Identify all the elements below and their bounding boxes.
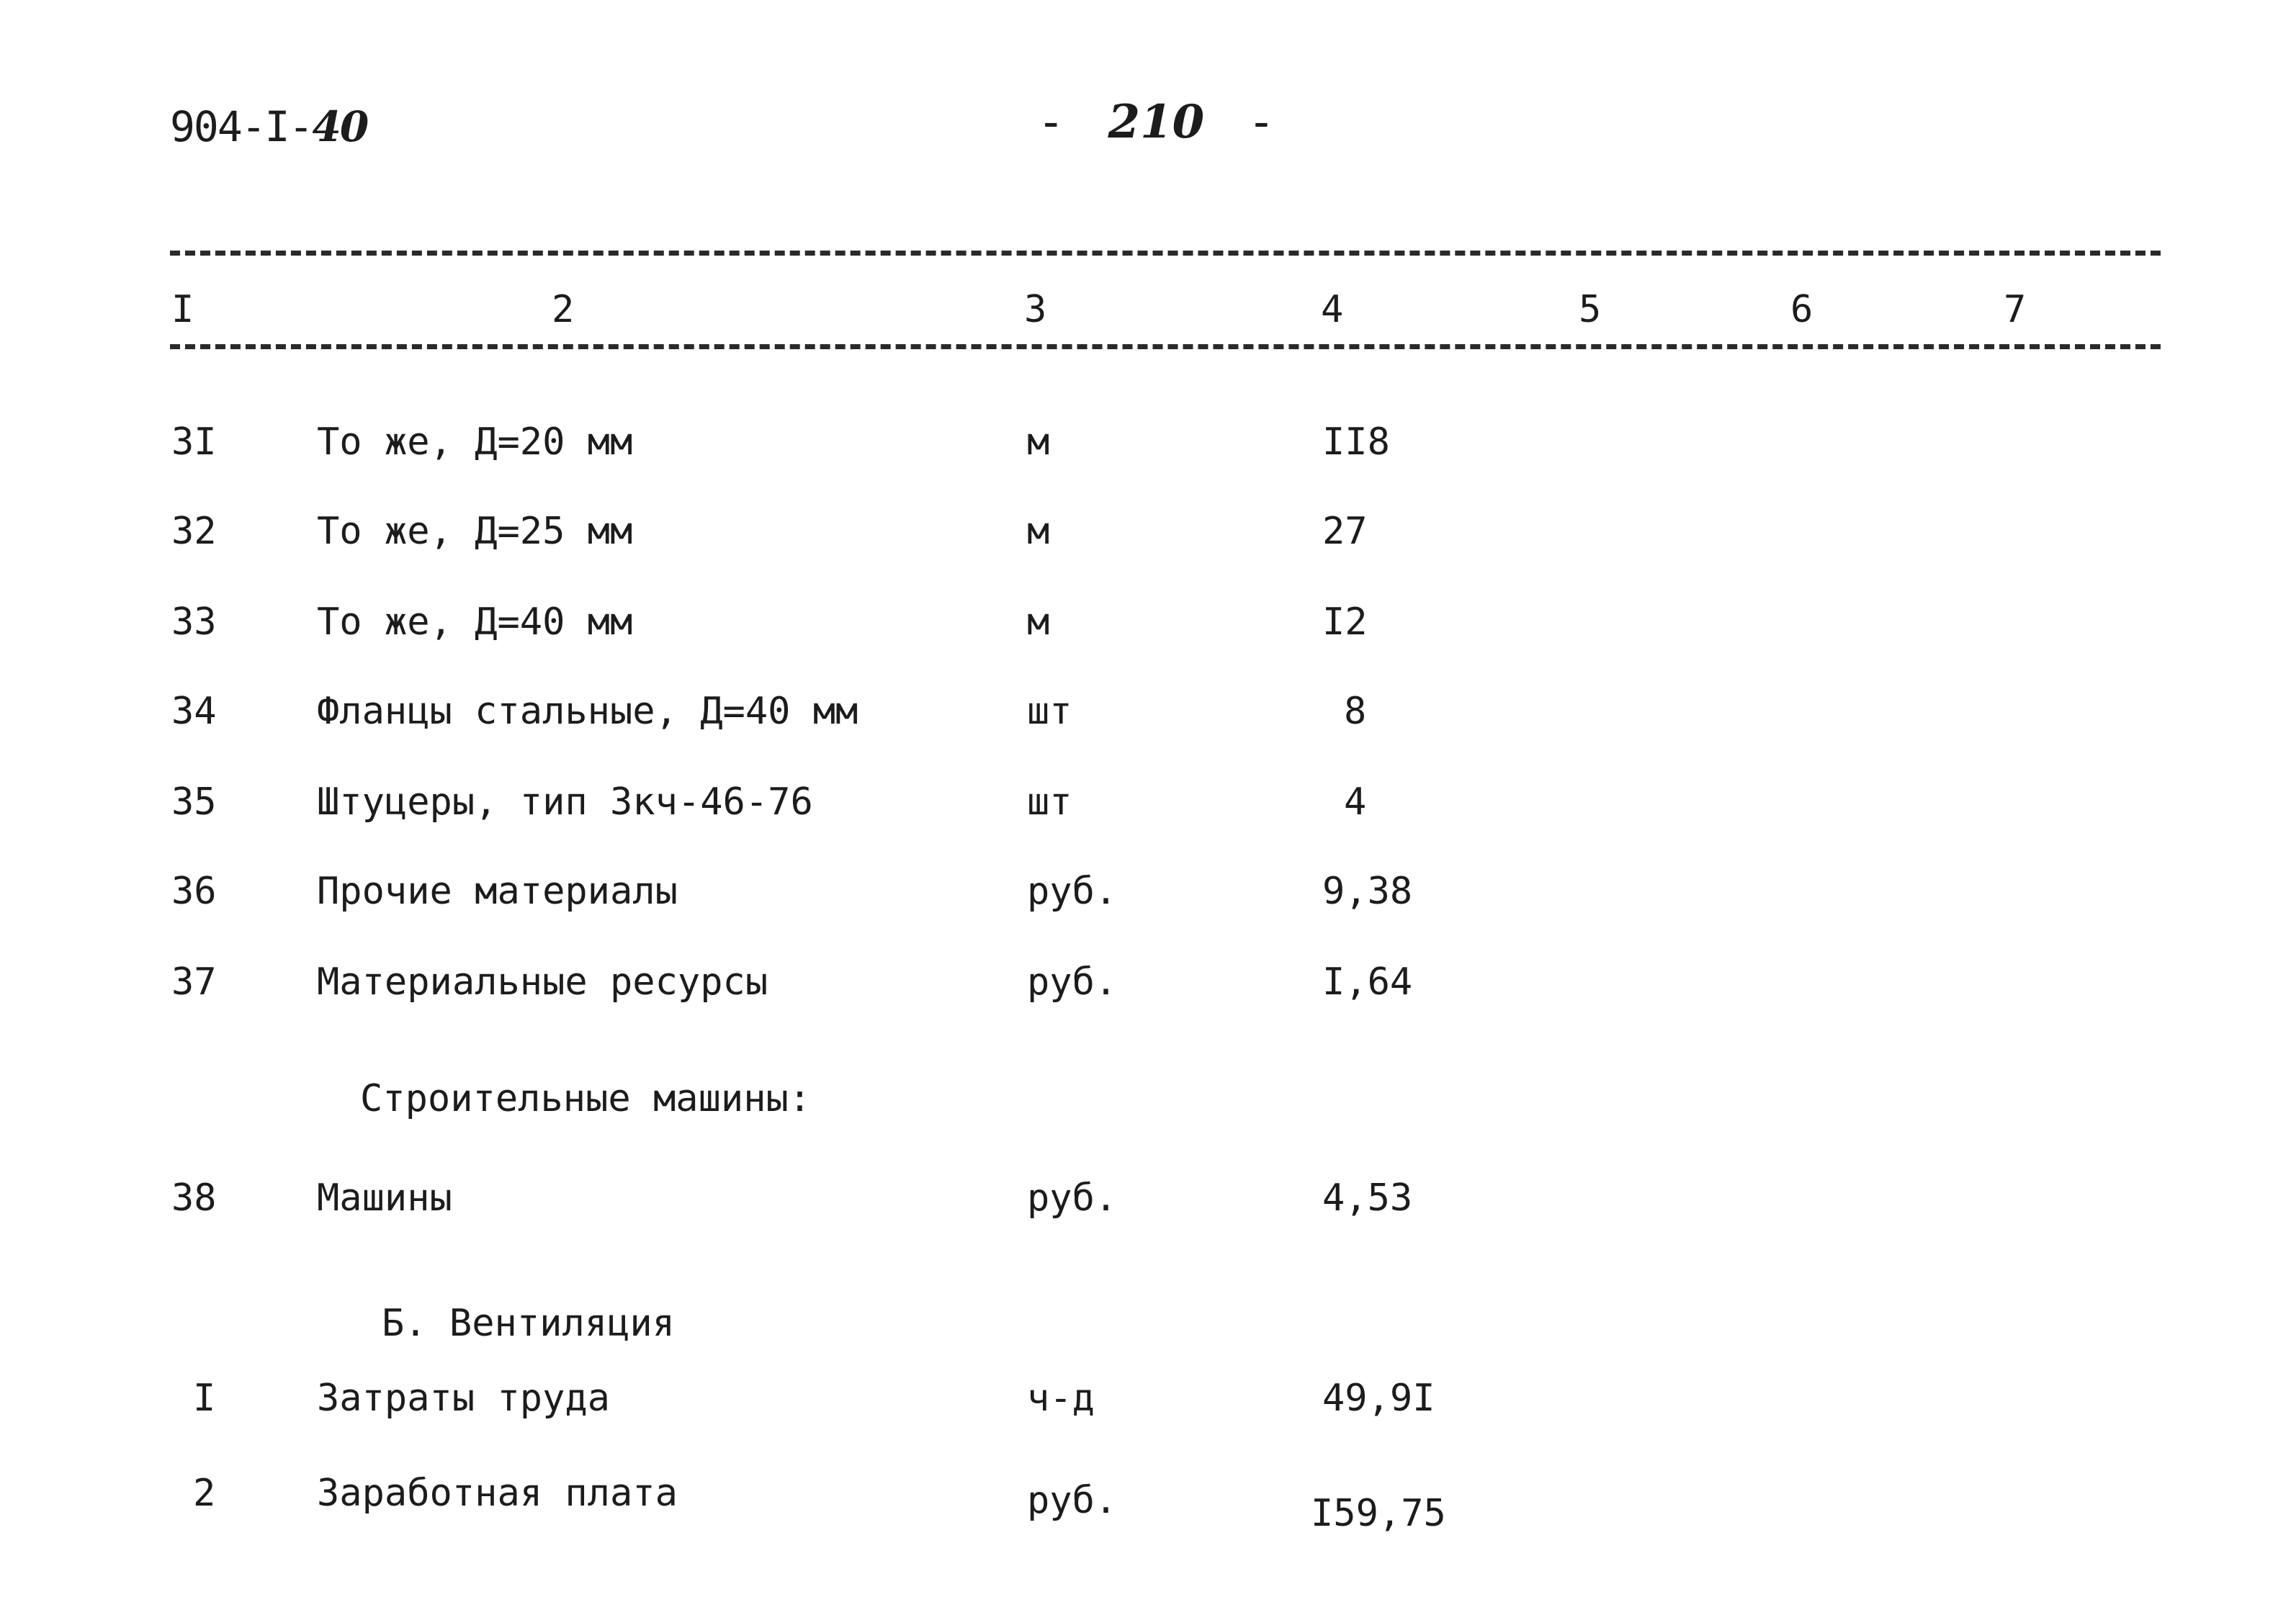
row-number: 37	[171, 961, 217, 1004]
row-name: Фланцы стальные, Д=40 мм	[317, 690, 858, 733]
section-heading-machines: Строительные машины:	[360, 1077, 812, 1120]
table-header-top-rule	[170, 251, 2161, 256]
row-unit: руб.	[1027, 870, 1118, 913]
row-unit: руб.	[1027, 1479, 1118, 1522]
document-code-handwritten: 40	[312, 102, 368, 151]
row-unit: руб.	[1027, 1177, 1118, 1220]
row-unit: шт	[1027, 780, 1072, 824]
row-name: Затраты труда	[317, 1377, 610, 1420]
row-name: Заработная плата	[317, 1472, 678, 1515]
row-quantity: 8	[1344, 690, 1367, 733]
row-quantity: 4	[1344, 780, 1367, 824]
document-code-prefix: 904-I-	[170, 102, 313, 151]
row-quantity: 4,53	[1322, 1177, 1413, 1220]
document-code	[170, 102, 367, 151]
row-unit: шт	[1027, 690, 1072, 733]
page-number-value: 210	[1108, 95, 1205, 149]
row-number: 36	[171, 870, 217, 913]
column-header-2: 2	[552, 288, 575, 331]
row-quantity: I2	[1322, 600, 1368, 644]
row-quantity: 9,38	[1322, 870, 1413, 913]
row-name: Штуцеры, тип 3кч-46-76	[317, 780, 813, 824]
row-unit: руб.	[1027, 961, 1118, 1004]
row-number: 3I	[171, 420, 217, 464]
row-quantity: 49,9I	[1322, 1377, 1435, 1420]
row-unit: м	[1027, 600, 1050, 644]
row-number: 35	[171, 780, 217, 824]
page-number	[1037, 95, 1275, 149]
column-header-6: 6	[1790, 288, 1813, 331]
row-name: Машины	[317, 1177, 452, 1220]
column-header-5: 5	[1579, 288, 1602, 331]
row-number: I	[193, 1377, 216, 1420]
page-number-dash-right: -	[1247, 96, 1275, 149]
row-quantity: I,64	[1322, 961, 1413, 1004]
column-header-7: 7	[2004, 288, 2027, 331]
row-number: 32	[171, 510, 217, 553]
column-header-1: I	[171, 288, 194, 331]
page-number-dash-left: -	[1037, 96, 1065, 149]
row-quantity: I59,75	[1311, 1492, 1446, 1535]
column-header-4: 4	[1321, 288, 1344, 331]
row-number: 2	[193, 1472, 216, 1515]
row-name: То же, Д=40 мм	[317, 600, 633, 644]
row-name: То же, Д=25 мм	[317, 510, 633, 553]
row-unit: ч-д	[1027, 1377, 1095, 1420]
row-quantity: 27	[1322, 510, 1368, 553]
row-name: Материальные ресурсы	[317, 961, 768, 1004]
row-number: 33	[171, 600, 217, 644]
row-unit: м	[1027, 420, 1050, 464]
row-unit: м	[1027, 510, 1050, 553]
row-number: 34	[171, 690, 217, 733]
row-quantity: II8	[1322, 420, 1390, 464]
section-heading-ventilation: Б. Вентиляция	[382, 1302, 675, 1345]
column-header-3: 3	[1024, 288, 1047, 331]
row-name: Прочие материалы	[317, 870, 678, 913]
row-name: То же, Д=20 мм	[317, 420, 633, 464]
table-header-bottom-rule	[170, 344, 2161, 349]
row-number: 38	[171, 1177, 217, 1220]
